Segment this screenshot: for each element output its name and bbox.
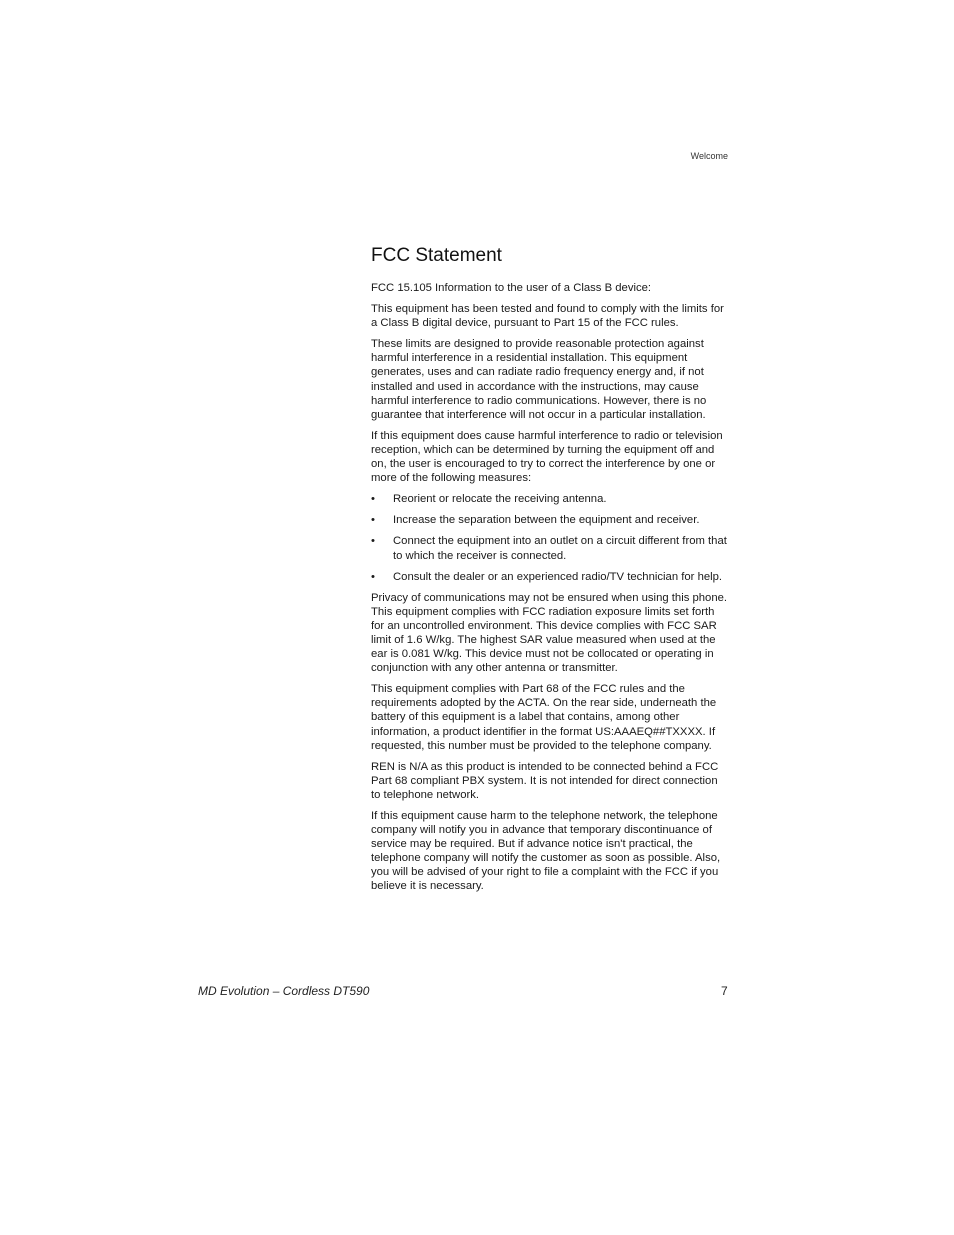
bullet-icon: • [371,514,375,527]
list-item [371,492,729,506]
paragraph: This equipment complies with Part 68 of the FCC rules and the requirements adopted by the ACTA. On the rear side, underneath the battery of this equipment is a label that contains, among other information, a product identifier in the format US:AAAEQ##TXXXX. If requested, this number must be provided to the telephone company. [371,683,717,752]
page-number: 7 [721,984,728,998]
list-item [371,534,729,562]
paragraph: This equipment has been tested and found to comply with the limits for a Class B digital device, pursuant to Part 15 of the FCC rules. [371,303,724,330]
list-item [371,513,729,527]
footer-product-name: MD Evolution – Cordless DT590 [198,984,370,998]
bullet-icon: • [371,570,375,583]
running-header: Welcome [690,151,728,161]
measures-list [371,492,729,583]
list-item-text: Reorient or relocate the receiving antenna. [393,493,607,506]
page-title: FCC Statement [371,245,502,266]
list-item-text: Connect the equipment into an outlet on a circuit different from that to which the receiver is connected. [393,535,727,562]
list-item-text: Increase the separation between the equipment and receiver. [393,514,700,527]
paragraph: These limits are designed to provide reasonable protection against harmful interference in a residential installation. This equipment generates, uses and can radiate radio frequency energy and, if not installed and used in accordance with the instructions, may cause harmful interference to radio communications. However, there is no guarantee that interference will not occur in a particular installation. [371,338,707,421]
bullet-icon: • [371,535,375,548]
paragraph: REN is N/A as this product is intended to be connected behind a FCC Part 68 compliant PBX system. It is not intended for direct connection to telephone network. [371,760,719,801]
bullet-icon: • [371,493,375,506]
paragraph: If this equipment does cause harmful interference to radio or television reception, which can be determined by turning the equipment off and on, the user is encouraged to try to correct the interference by one or more of the following measures: [371,429,723,485]
paragraph: If this equipment cause harm to the telephone network, the telephone company will notify you in advance that temporary discontinuance of service may be required. But if advance notice isn't practical, the telephone company will notify the customer as soon as possible. Also, you will be advised of your right to file a complaint with the FCC if you believe it is necessary. [371,810,721,893]
list-item-text: Consult the dealer or an experienced radio/TV technician for help. [393,570,723,583]
paragraph: FCC 15.105 Information to the user of a Class B device: [371,282,652,294]
list-item [371,570,729,584]
paragraph: Privacy of communications may not be ensured when using this phone. This equipment complies with FCC radiation exposure limits set forth for an uncontrolled environment. This device complies with FCC SAR limit of 1.6 W/kg. The highest SAR value measured when used at the ear is 0.081 W/kg. This device must not be collocated or operating in conjunction with any other antenna or transmitter. [371,591,728,675]
main-content [371,244,729,901]
